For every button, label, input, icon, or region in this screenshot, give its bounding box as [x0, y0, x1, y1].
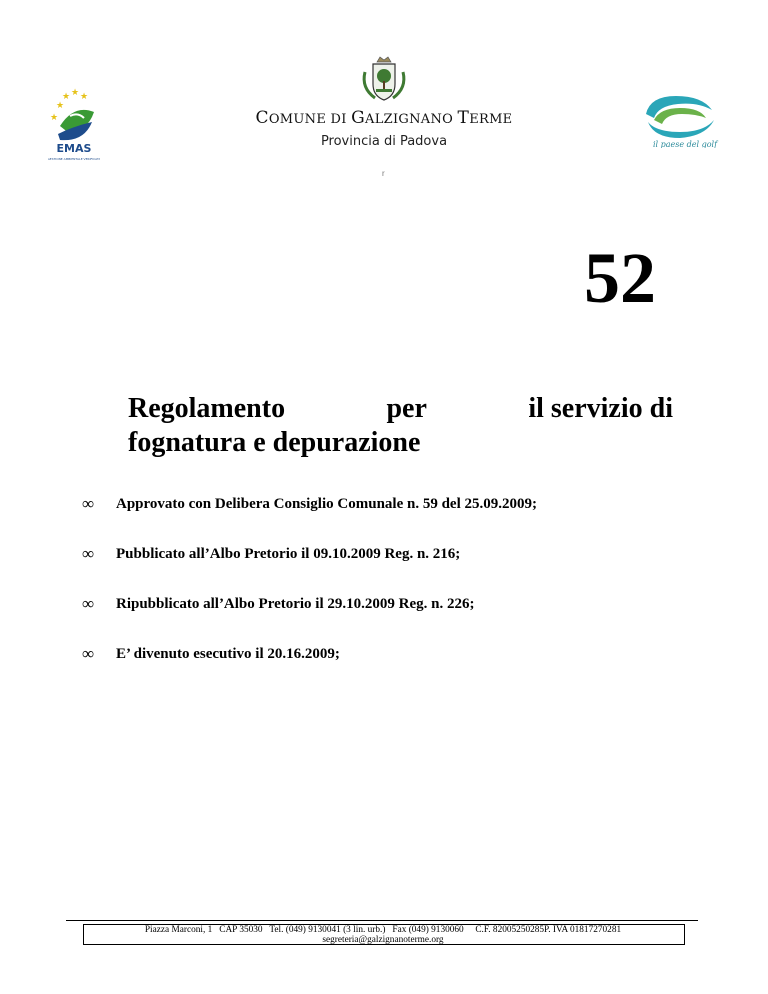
- infinity-bullet-icon: ∞: [82, 544, 95, 563]
- golf-logo: [640, 92, 724, 148]
- document-number: 52: [584, 238, 656, 318]
- stray-mark: r: [382, 169, 385, 178]
- list-item: [82, 644, 340, 664]
- emas-logo: [48, 86, 100, 172]
- svg-text:★: ★: [50, 113, 59, 123]
- title-word: il servizio di: [528, 393, 673, 424]
- svg-text:★: ★: [56, 101, 65, 111]
- footer-divider: [66, 920, 698, 921]
- emas-logo-subtext: GESTIONE AMBIENTALE VERIFICATA: [48, 157, 100, 161]
- list-item-text: Approvato con Delibera Consiglio Comunale n. 59 del 25.09.2009;: [116, 495, 537, 512]
- title-word: Regolamento: [128, 393, 286, 424]
- list-item: [82, 544, 460, 564]
- svg-text:★: ★: [80, 92, 89, 102]
- infinity-bullet-icon: ∞: [82, 644, 95, 663]
- list-item: [82, 594, 474, 614]
- list-item-text: E’ divenuto esecutivo il 20.16.2009;: [116, 645, 340, 662]
- footer-email[interactable]: segreteria@galzignanoterme.org: [322, 935, 444, 945]
- footer-tel: Tel. (049) 9130041 (3 lin. urb.): [269, 925, 386, 935]
- document-title-line2: fognatura e depurazione: [128, 427, 421, 458]
- municipality-crest-icon: [357, 54, 411, 104]
- document-title-line1: [128, 392, 673, 426]
- footer-tax-ids: C.F. 82005250285P. IVA 01817270281: [475, 925, 622, 935]
- footer-fax: Fax (049) 9130060: [392, 925, 464, 935]
- infinity-bullet-icon: ∞: [82, 594, 95, 613]
- svg-text:★: ★: [71, 88, 80, 98]
- title-word: per: [386, 393, 427, 424]
- footer-address: Piazza Marconi, 1: [144, 925, 213, 935]
- list-item: [82, 494, 537, 514]
- emas-logo-text: EMAS: [56, 142, 92, 155]
- svg-text:★: ★: [62, 92, 71, 102]
- infinity-bullet-icon: ∞: [82, 494, 95, 513]
- footer-cap: CAP 35030: [219, 925, 263, 935]
- footer-contact-row: [84, 925, 682, 935]
- list-item-text: Pubblicato all’Albo Pretorio il 09.10.2009 Reg. n. 216;: [116, 545, 461, 562]
- municipality-name: COMUNE DI GALZIGNANO TERME: [255, 108, 513, 128]
- province-name: Provincia di Padova: [320, 134, 448, 149]
- golf-logo-caption: il paese del golf: [652, 140, 718, 148]
- list-item-text: Ripubblicato all’Albo Pretorio il 29.10.2009 Reg. n. 226;: [116, 595, 475, 612]
